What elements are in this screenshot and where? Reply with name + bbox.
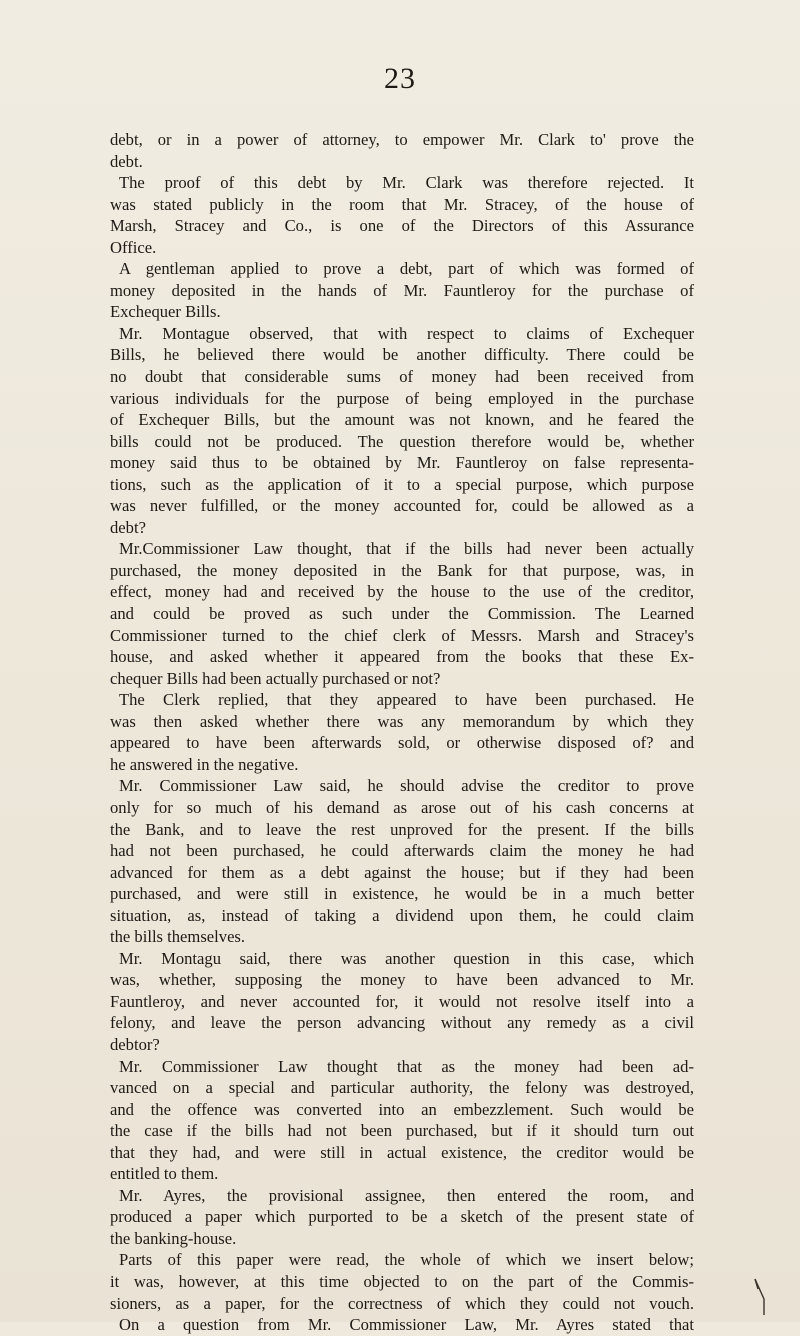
text-line: Mr. Montagu said, there was another question in this case, which (119, 948, 694, 968)
text-line: of Exchequer Bills, but the amount was not known, and he feared the (110, 410, 694, 430)
text-line: that they had, and were still in actual existence, the creditor would be (110, 1142, 694, 1162)
text-line: Mr. Ayres, the provisional assignee, then entered the room, and (119, 1185, 694, 1205)
text-line: chequer Bills had been actually purchased or not? (110, 668, 441, 688)
text-line: appeared to have been afterwards sold, or otherwise disposed of? and (110, 733, 694, 753)
text-line: advanced for them as a debt against the house; but if they had been (110, 862, 694, 882)
text-line: vanced on a special and particular authority, the felony was destroyed, (110, 1078, 694, 1098)
text-line: only for so much of his demand as arose out of his cash concerns at (110, 797, 694, 817)
text-line: and could be proved as such under the Commission. The Learned (110, 604, 694, 624)
text-line: it was, however, at this time objected to on the part of the Commis- (110, 1271, 694, 1291)
text-line: had not been purchased, he could afterwards claim the money he had (110, 841, 694, 861)
text-line: was stated publicly in the room that Mr. Stracey, of the house of (110, 194, 694, 214)
text-line: was, whether, supposing the money to have been advanced to Mr. (110, 970, 694, 990)
text-line: The proof of this debt by Mr. Clark was therefore rejected. It (119, 173, 694, 193)
text-line: the bills themselves. (110, 927, 246, 947)
text-line: situation, as, instead of taking a dividend upon them, he could claim (110, 905, 694, 925)
text-line: On a question from Mr. Commissioner Law, Mr. Ayres stated that (119, 1315, 694, 1335)
text-line: felony, and leave the person advancing without any remedy as a civil (110, 1013, 694, 1033)
text-line: Marsh, Stracey and Co., is one of the Directors of this Assurance (110, 216, 694, 236)
text-line: Mr. Commissioner Law said, he should advise the creditor to prove (119, 776, 694, 796)
text-line: The Clerk replied, that they appeared to have been purchased. He (119, 690, 694, 710)
text-line: debt, or in a power of attorney, to empower Mr. Clark to' prove the (110, 130, 694, 149)
text-line: the banking-house. (110, 1228, 237, 1248)
page-number: 23 (384, 62, 416, 95)
text-line: entitled to them. (110, 1164, 219, 1184)
text-line: bills could not be produced. The question therefore would be, whether (110, 431, 694, 451)
text-line: debt? (110, 517, 146, 537)
text-line: Office. (110, 237, 157, 257)
text-line: Mr. Commissioner Law thought that as the money had been ad- (119, 1056, 694, 1076)
text-line: and the offence was converted into an embezzlement. Such would be (110, 1099, 694, 1119)
text-line: tions, such as the application of it to a special purpose, which purpose (110, 474, 694, 494)
text-line: was then asked whether there was any memorandum by which they (110, 711, 694, 731)
text-line: the case if the bills had not been purchased, but if it should turn out (110, 1121, 694, 1141)
text-line: sioners, as a paper, for the correctness of which they could not vouch. (110, 1293, 694, 1313)
text-line: money said thus to be obtained by Mr. Fauntleroy on false representa- (110, 453, 694, 473)
text-line: Mr.Commissioner Law thought, that if the bills had never been actually (119, 539, 694, 559)
body-text (110, 129, 694, 1336)
text-line: purchased, the money deposited in the Bank for that purpose, was, in (110, 560, 694, 580)
margin-mark-icon (752, 1277, 772, 1317)
text-line: Bills, he believed there would be another difficulty. There could be (110, 345, 694, 365)
text-line: he answered in the negative. (110, 754, 299, 774)
text-line: house, and asked whether it appeared from the books that these Ex- (110, 647, 694, 667)
text-line: Mr. Montague observed, that with respect to claims of Exchequer (119, 323, 694, 343)
text-line: money deposited in the hands of Mr. Fauntleroy for the purchase of (110, 280, 694, 300)
text-line: various individuals for the purpose of being employed in the purchase (110, 388, 694, 408)
text-line: no doubt that considerable sums of money had been received from (110, 367, 694, 387)
text-line: debt. (110, 151, 143, 171)
text-line: the Bank, and to leave the rest unproved for the present. If the bills (110, 819, 694, 839)
text-line: Parts of this paper were read, the whole of which we insert below; (119, 1250, 694, 1270)
text-line: debtor? (110, 1034, 160, 1054)
text-line: Exchequer Bills. (110, 302, 221, 322)
text-line: was never fulfilled, or the money accounted for, could be allowed as a (110, 496, 694, 516)
text-line: produced a paper which purported to be a sketch of the present state of (110, 1207, 694, 1227)
text-line: Commissioner turned to the chief clerk of Messrs. Marsh and Stracey's (110, 625, 694, 645)
text-line: A gentleman applied to prove a debt, part of which was formed of (119, 259, 694, 279)
text-line: effect, money had and received by the house to the use of the creditor, (110, 582, 694, 602)
text-line: Fauntleroy, and never accounted for, it would not resolve itself into a (110, 991, 694, 1011)
text-line: purchased, and were still in existence, he would be in a much better (110, 884, 694, 904)
